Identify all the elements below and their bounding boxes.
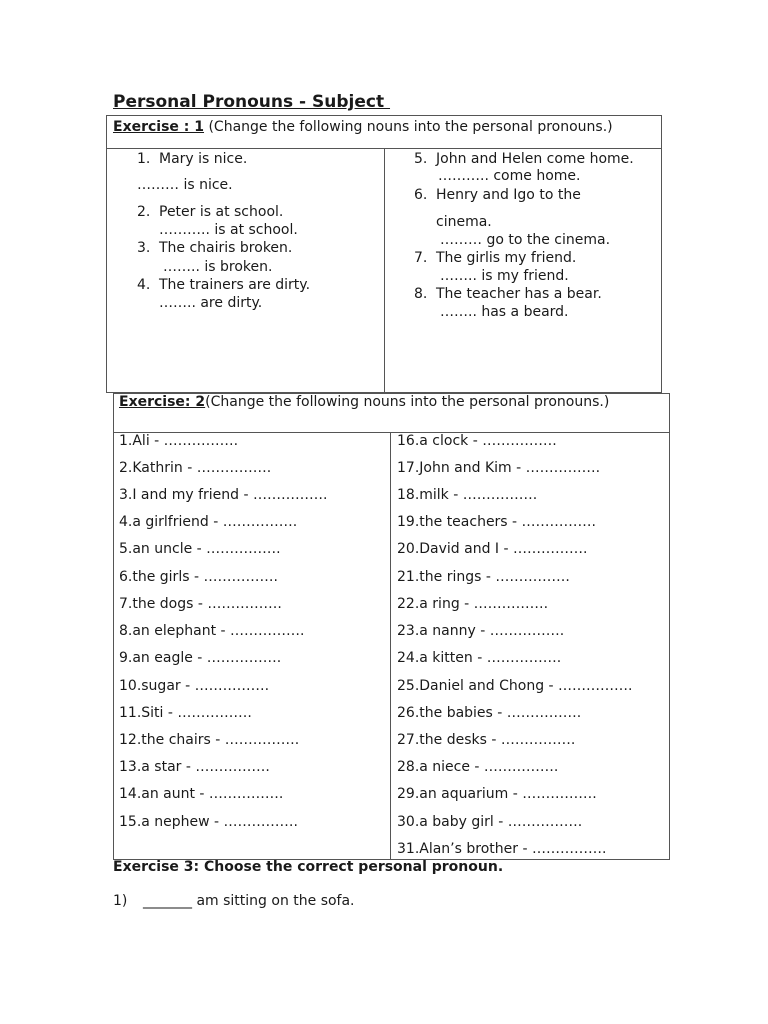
exercise-2-header	[119, 394, 609, 410]
ex2-item: 15.a nephew - …………….	[119, 814, 299, 830]
ex2-item: 9.an eagle - …………….	[119, 650, 282, 666]
ex2-item: 11.Siti - …………….	[119, 705, 252, 721]
ex2-item: 7.the dogs - …………….	[119, 596, 282, 612]
ex1-continuation-line: cinema.	[436, 214, 492, 230]
answer-blank: _______	[143, 893, 192, 909]
exercise-1-column-divider	[384, 148, 385, 392]
ex2-item: 16.a clock - …………….	[397, 433, 557, 449]
ex2-item: 12.the chairs - …………….	[119, 732, 300, 748]
ex2-item: 28.a niece - …………….	[397, 759, 559, 775]
ex2-item: 13.a star - …………….	[119, 759, 270, 775]
ex2-item: 10.sugar - …………….	[119, 678, 270, 694]
ex2-item: 3.I and my friend - …………….	[119, 487, 328, 503]
ex1-line: 3. The chairis broken.	[137, 240, 293, 256]
ex1-line: 1. Mary is nice.	[137, 151, 248, 167]
ex2-item: 26.the babies - …………….	[397, 705, 582, 721]
question-number: 1)	[113, 893, 128, 909]
ex1-line: 7. The girlis my friend.	[414, 250, 577, 266]
ex1-line: 8. The teacher has a bear.	[414, 286, 602, 302]
exercise-2-column-divider	[390, 432, 391, 860]
ex2-item: 2.Kathrin - …………….	[119, 460, 272, 476]
ex2-item: 20.David and I - …………….	[397, 541, 588, 557]
ex2-item: 23.a nanny - …………….	[397, 623, 565, 639]
ex1-answer-line: ……… go to the cinema.	[440, 232, 611, 248]
exercise-2-instruction: (Change the following nouns into the personal pronouns.)	[205, 394, 610, 410]
ex2-item: 14.an aunt - …………….	[119, 786, 284, 802]
ex1-answer-line: …….. is broken.	[163, 259, 273, 275]
ex1-answer-line: ……….. is at school.	[159, 222, 298, 238]
ex2-item: 18.milk - …………….	[397, 487, 538, 503]
ex1-answer-line: ……… is nice.	[137, 177, 233, 193]
ex2-item: 29.an aquarium - …………….	[397, 786, 597, 802]
ex2-item: 17.John and Kim - …………….	[397, 460, 601, 476]
ex2-item: 6.the girls - …………….	[119, 569, 278, 585]
ex2-item: 5.an uncle - …………….	[119, 541, 281, 557]
ex2-item: 24.a kitten - …………….	[397, 650, 562, 666]
ex2-item: 27.the desks - …………….	[397, 732, 576, 748]
exercise-1-header	[113, 119, 613, 135]
exercise-3-question-1	[113, 893, 355, 909]
ex2-item: 1.Ali - …………….	[119, 433, 239, 449]
ex2-item: 8.an elephant - …………….	[119, 623, 305, 639]
ex1-answer-line: …….. has a beard.	[440, 304, 569, 320]
ex2-item: 31.Alan’s brother - …………….	[397, 841, 607, 857]
ex1-answer-line: ……….. come home.	[438, 168, 581, 184]
ex2-item: 19.the teachers - …………….	[397, 514, 597, 530]
exercise-1-heading: Exercise : 1	[113, 119, 205, 135]
ex1-line: 2. Peter is at school.	[137, 204, 284, 220]
ex2-item: 22.a ring - …………….	[397, 596, 549, 612]
ex1-answer-line: …….. are dirty.	[159, 295, 263, 311]
ex2-item: 25.Daniel and Chong - …………….	[397, 678, 633, 694]
question-text: am sitting on the sofa.	[192, 893, 355, 909]
exercise-2-heading: Exercise: 2	[119, 394, 206, 410]
exercise-1-instruction: (Change the following nouns into the personal pronouns.)	[204, 119, 613, 135]
ex1-answer-line: …….. is my friend.	[440, 268, 569, 284]
ex1-line: 6. Henry and Igo to the	[414, 187, 581, 203]
ex1-line: 4. The trainers are dirty.	[137, 277, 311, 293]
page-title: Personal Pronouns - Subject	[113, 92, 391, 112]
ex2-item: 4.a girlfriend - …………….	[119, 514, 298, 530]
ex2-item: 21.the rings - …………….	[397, 569, 570, 585]
ex1-line: 5. John and Helen come home.	[414, 151, 634, 167]
ex2-item: 30.a baby girl - …………….	[397, 814, 583, 830]
exercise-3-heading: Exercise 3: Choose the correct personal pronoun.	[113, 859, 504, 875]
